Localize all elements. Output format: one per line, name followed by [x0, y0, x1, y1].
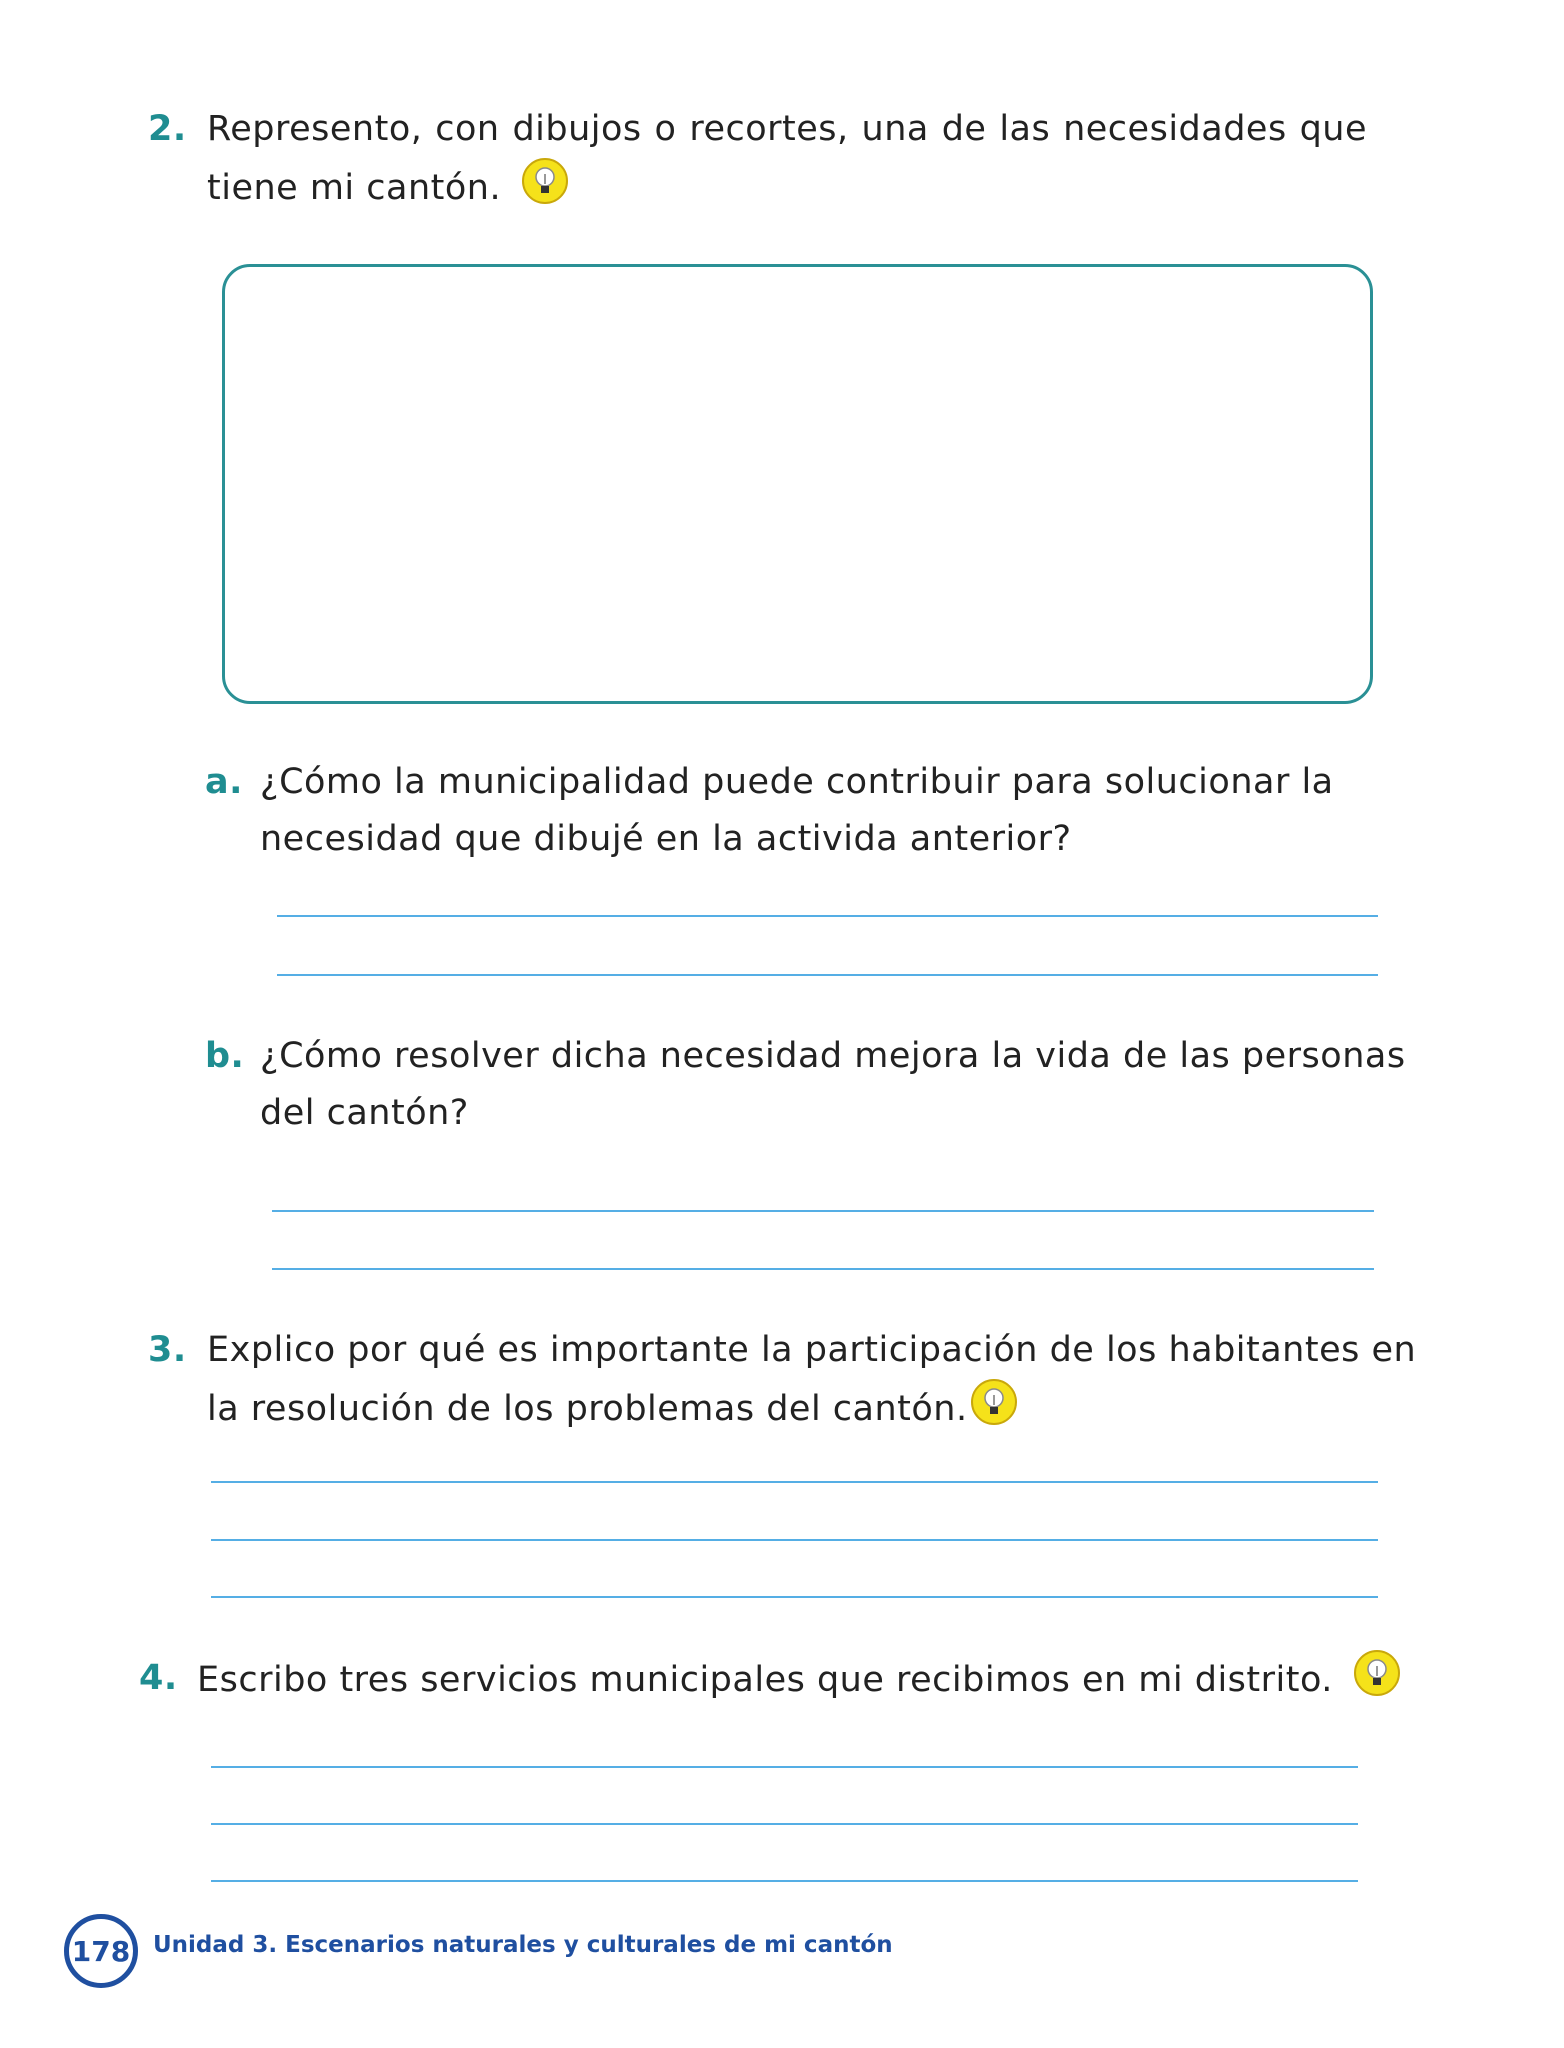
- answer-line[interactable]: [211, 1596, 1378, 1598]
- lightbulb-icon: [521, 157, 569, 205]
- answer-line[interactable]: [277, 974, 1378, 976]
- question-2a-text-line2: necesidad que dibujé en la activida anterior?: [260, 819, 1072, 859]
- question-2a-text-line1: ¿Cómo la municipalidad puede contribuir para solucionar la: [260, 762, 1334, 802]
- lightbulb-icon: [970, 1378, 1018, 1426]
- answer-line[interactable]: [211, 1766, 1358, 1768]
- drawing-area[interactable]: [222, 264, 1373, 704]
- question-2-number: 2.: [148, 109, 187, 149]
- question-2b-text-line1: ¿Cómo resolver dicha necesidad mejora la vida de las personas: [260, 1036, 1406, 1076]
- question-3-text-line2: [207, 1378, 1018, 1438]
- question-3-number: 3.: [148, 1330, 187, 1370]
- question-2b-letter: b.: [205, 1036, 245, 1076]
- question-4-number: 4.: [139, 1658, 178, 1698]
- question-4-text: Escribo tres servicios municipales que recibimos en mi distrito.: [197, 1660, 1333, 1700]
- answer-line[interactable]: [211, 1880, 1358, 1882]
- question-2-text-line2: [207, 157, 569, 217]
- question-3-text-line1: Explico por qué es importante la participación de los habitantes en: [207, 1330, 1417, 1370]
- answer-line[interactable]: [211, 1823, 1358, 1825]
- lightbulb-icon: [1353, 1649, 1401, 1697]
- answer-line[interactable]: [272, 1210, 1374, 1212]
- question-4-text-line1: [197, 1649, 1401, 1709]
- question-2-text-line1: Represento, con dibujos o recortes, una de las necesidades que: [207, 109, 1367, 149]
- answer-line[interactable]: [211, 1481, 1378, 1483]
- page-number: 178: [64, 1914, 138, 1988]
- question-2a-letter: a.: [205, 762, 243, 802]
- answer-line[interactable]: [211, 1539, 1378, 1541]
- question-2b-text-line2: del cantón?: [260, 1093, 469, 1133]
- question-3-text: la resolución de los problemas del cantón.: [207, 1389, 968, 1429]
- unit-title: Unidad 3. Escenarios naturales y culturales de mi cantón: [153, 1932, 893, 1958]
- answer-line[interactable]: [272, 1268, 1374, 1270]
- question-2-text: tiene mi cantón.: [207, 168, 502, 208]
- answer-line[interactable]: [277, 915, 1378, 917]
